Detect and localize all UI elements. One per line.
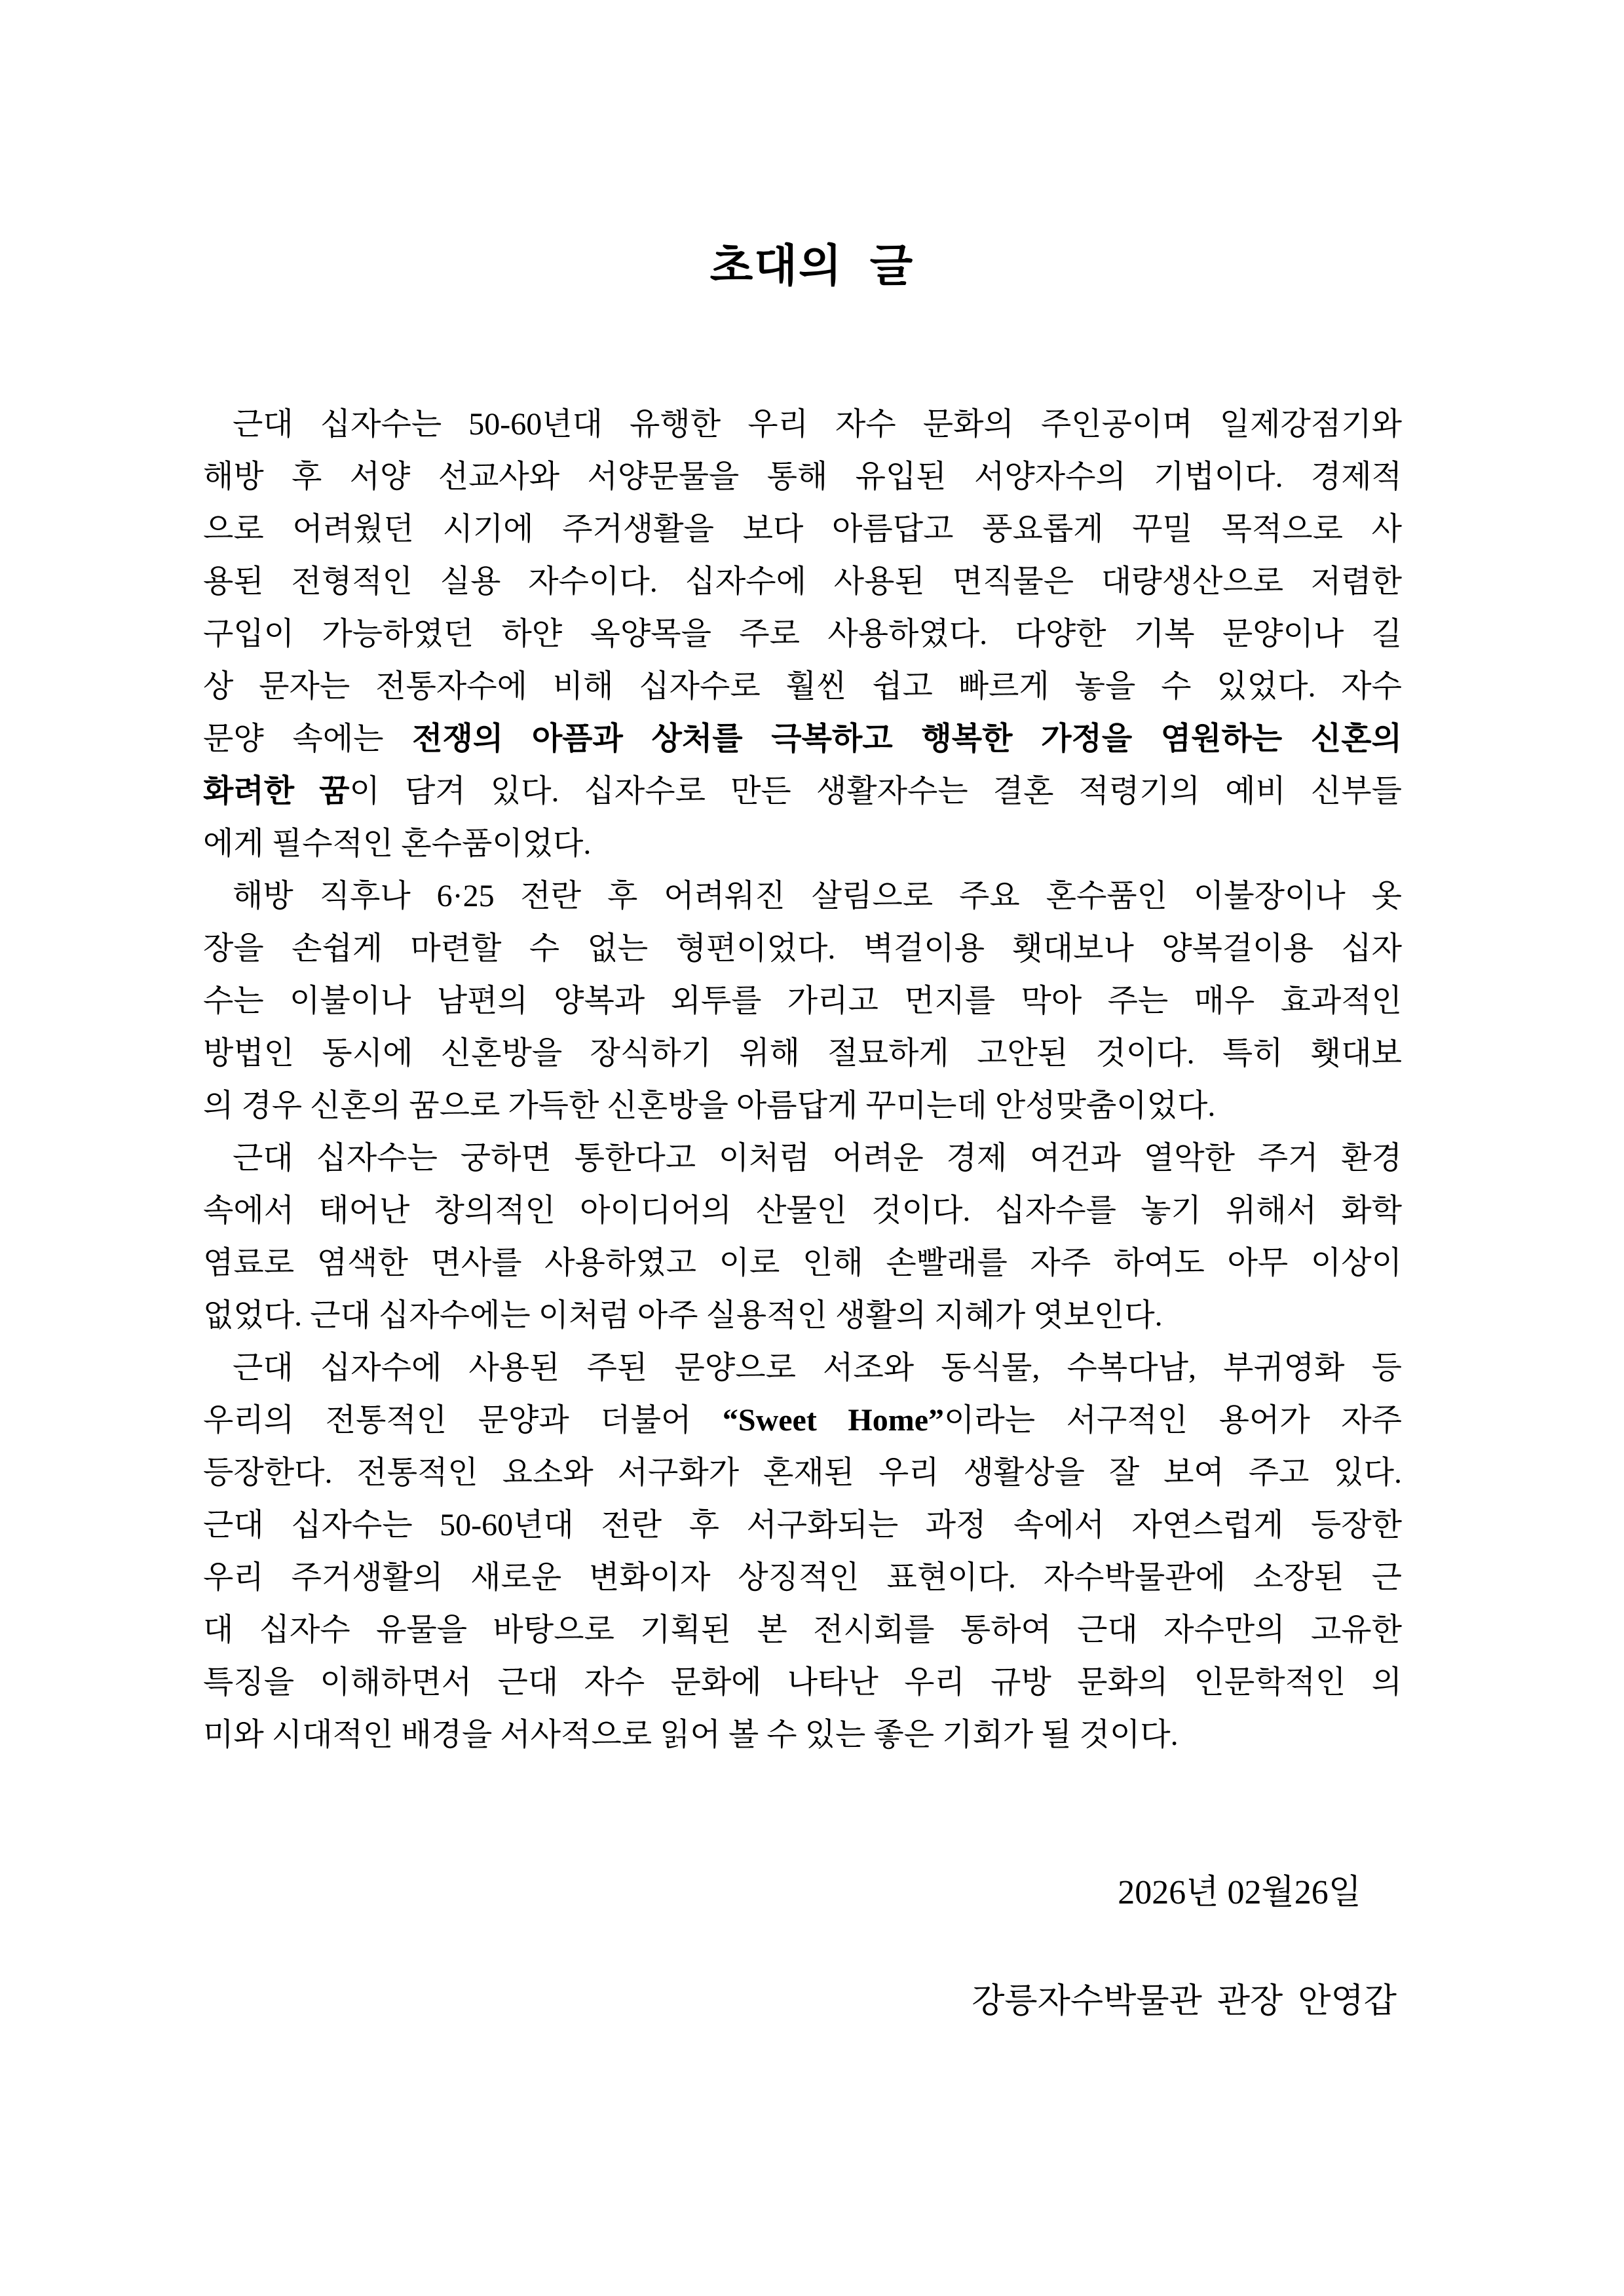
text-line	[203, 1027, 1402, 1080]
text-segment: 해방 직후나 6·25 전란 후 어려워진 살림으로 주요 혼수품인 이불장이나 옷	[233, 879, 1402, 913]
text-line	[203, 1394, 1402, 1447]
text-segment: 대 십자수 유물을 바탕으로 기획된 본 전시회를 통하여 근대 자수만의 고유한	[203, 1613, 1402, 1647]
text-line	[203, 1604, 1402, 1656]
text-line	[203, 713, 1402, 765]
text-segment: 특징을 이해하면서 근대 자수 문화에 나타난 우리 규방 문화의 인문학적인 의	[203, 1665, 1402, 1700]
text-line	[203, 1237, 1402, 1290]
text-line	[203, 1290, 1402, 1342]
body-text	[203, 398, 1402, 1761]
text-line	[203, 975, 1402, 1027]
text-line	[203, 765, 1402, 818]
text-segment: 상 문자는 전통자수에 비해 십자수로 훨씬 쉽고 빠르게 놓을 수 있었다. 자수	[203, 669, 1402, 704]
text-segment: 이 담겨 있다. 십자수로 만든 생활자수는 결혼 적령기의 예비 신부들	[349, 774, 1402, 809]
text-line	[203, 1342, 1402, 1394]
text-line	[203, 1447, 1402, 1499]
text-line	[203, 503, 1402, 556]
text-segment: 방법인 동시에 신혼방을 장식하기 위해 절묘하게 고안된 것이다. 특히 횃대보	[203, 1036, 1402, 1071]
text-segment: 문양 속에는	[203, 721, 413, 756]
text-segment: 근대 십자수는 궁하면 통한다고 이처럼 어려운 경제 여건과 열악한 주거 환경	[233, 1141, 1402, 1176]
text-segment: 우리의 전통적인 문양과 더불어	[203, 1403, 723, 1438]
text-segment: 장을 손쉽게 마련할 수 없는 형편이었다. 벽걸이용 횃대보나 양복걸이용 십자	[203, 931, 1402, 966]
text-line	[203, 1185, 1402, 1237]
text-segment: 이라는 서구적인 용어가 자주	[944, 1403, 1402, 1438]
date-line: 2026년 02월26일	[1118, 1874, 1361, 1911]
text-segment: 구입이 가능하였던 하얀 옥양목을 주로 사용하였다. 다양한 기복 문양이나 길	[203, 617, 1402, 651]
text-segment: 근대 십자수는 50-60년대 전란 후 서구화되는 과정 속에서 자연스럽게 등장한	[203, 1508, 1402, 1542]
signature-line: 강릉자수박물관 관장 안영갑	[972, 1983, 1397, 2020]
text-line	[203, 556, 1402, 608]
text-segment: 수는 이불이나 남편의 양복과 외투를 가리고 먼지를 막아 주는 매우 효과적인	[203, 984, 1402, 1018]
text-segment: 근대 십자수에 사용된 주된 문양으로 서조와 동식물, 수복다남, 부귀영화 등	[233, 1350, 1402, 1385]
text-segment: 우리 주거생활의 새로운 변화이자 상징적인 표현이다. 자수박물관에 소장된 근	[203, 1560, 1402, 1595]
text-segment: 염료로 염색한 면사를 사용하였고 이로 인해 손빨래를 자주 하여도 아무 이상이	[203, 1246, 1402, 1280]
text-line	[203, 398, 1402, 451]
text-segment: 속에서 태어난 창의적인 아이디어의 산물인 것이다. 십자수를 놓기 위해서 화학	[203, 1193, 1402, 1228]
text-line	[203, 660, 1402, 713]
text-line	[203, 1499, 1402, 1552]
text-line	[203, 1656, 1402, 1709]
bold-text-segment: “Sweet Home”	[722, 1403, 944, 1438]
text-segment: 미와 시대적인 배경을 서사적으로 읽어 볼 수 있는 좋은 기회가 될 것이다.	[203, 1717, 1179, 1752]
text-line	[203, 1552, 1402, 1604]
text-segment: 의 경우 신혼의 꿈으로 가득한 신혼방을 아름답게 꾸미는데 안성맞춤이었다.	[203, 1088, 1216, 1123]
text-line	[203, 1709, 1402, 1761]
text-segment: 없었다. 근대 십자수에는 이처럼 아주 실용적인 생활의 지혜가 엿보인다.	[203, 1298, 1163, 1333]
text-segment: 등장한다. 전통적인 요소와 서구화가 혼재된 우리 생활상을 잘 보여 주고 있다.	[203, 1455, 1402, 1490]
text-line	[203, 1132, 1402, 1185]
text-segment: 용된 전형적인 실용 자수이다. 십자수에 사용된 면직물은 대량생산으로 저렴한	[203, 564, 1402, 599]
text-line	[203, 870, 1402, 923]
text-segment: 에게 필수적인 혼수품이었다.	[203, 826, 592, 861]
bold-text-segment: 화려한 꿈	[203, 774, 350, 809]
text-line	[203, 818, 1402, 870]
text-segment: 근대 십자수는 50-60년대 유행한 우리 자수 문화의 주인공이며 일제강점기와	[233, 407, 1402, 442]
text-segment: 으로 어려웠던 시기에 주거생활을 보다 아름답고 풍요롭게 꾸밀 목적으로 사	[203, 512, 1402, 546]
text-line	[203, 451, 1402, 503]
text-line	[203, 923, 1402, 975]
text-line	[203, 608, 1402, 660]
text-line	[203, 1080, 1402, 1132]
text-segment: 해방 후 서양 선교사와 서양문물을 통해 유입된 서양자수의 기법이다. 경제적	[203, 459, 1402, 494]
bold-text-segment: 전쟁의 아픔과 상처를 극복하고 행복한 가정을 염원하는 신혼의	[412, 721, 1402, 756]
document-title: 초대의 글	[709, 241, 915, 291]
